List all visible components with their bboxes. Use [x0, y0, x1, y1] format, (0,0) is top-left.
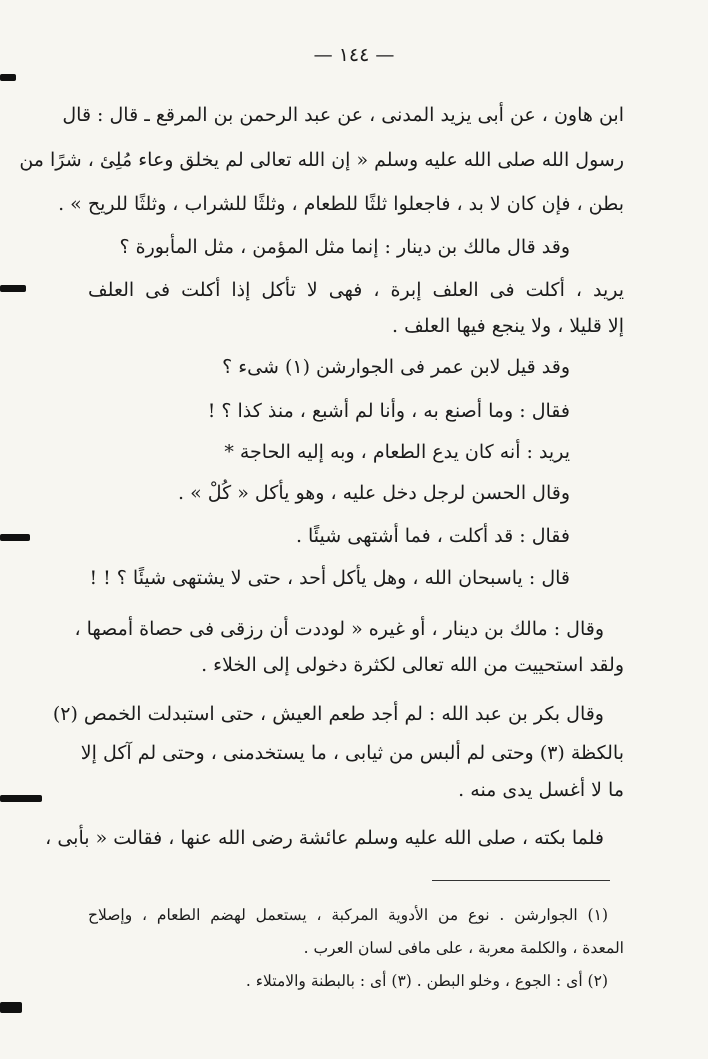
margin-scan-mark: [0, 74, 16, 81]
text-line: يريد ، أكلت فى العلف إبرة ، فهى لا تأكل إذا أكلت فى العلف: [88, 279, 624, 301]
text-line: ولقد استحييت من الله تعالى لكثرة دخولى إلى الخلاء .: [201, 654, 624, 676]
text-line: قال : ياسبحان الله ، وهل يأكل أحد ، حتى لا يشتهى شيئًا ؟ ! !: [89, 567, 570, 589]
footnote-divider: [432, 880, 610, 881]
margin-scan-mark: [0, 534, 30, 541]
footnote-line: (٢) أى : الجوع ، وخلو البطن . (٣) أى : بالبطنة والامتلاء .: [245, 972, 608, 990]
text-line: يريد : أنه كان يدع الطعام ، وبه إليه الحاجة *: [224, 441, 570, 463]
margin-scan-mark: [0, 795, 42, 802]
page-number: — ١٤٤ —: [313, 44, 395, 66]
text-line: وقال : مالك بن دينار ، أو غيره « لوددت أن رزقى فى حصاة أمصها ،: [74, 618, 604, 640]
text-line: وقد قيل لابن عمر فى الجوارشن (١) شىء ؟: [222, 356, 570, 378]
text-line: وقد قال مالك بن دينار : إنما مثل المؤمن ، مثل المأبورة ؟: [119, 236, 570, 258]
text-line: رسول الله صلى الله عليه وسلم « إن الله تعالى لم يخلق وعاء مُلِئ ، شرًا من: [19, 149, 624, 171]
text-line: وقال الحسن لرجل دخل عليه ، وهو يأكل « كُلْ » .: [178, 482, 570, 504]
text-line: بطن ، فإن كان لا بد ، فاجعلوا ثلثًا للطعام ، وثلثًا للشراب ، وثلثًا للريح » .: [58, 193, 624, 215]
footnote-line: المعدة ، والكلمة معربة ، على مافى لسان العرب .: [303, 939, 624, 957]
text-line: إلا قليلا ، ولا ينجع فيها العلف .: [392, 315, 624, 337]
text-line: بالكظة (٣) وحتى لم ألبس من ثيابى ، ما يستخدمنى ، وحتى لم آكل إلا: [80, 742, 624, 764]
margin-scan-mark: [0, 1002, 22, 1013]
text-line: وقال بكر بن عبد الله : لم أجد طعم العيش ، حتى استبدلت الخمص (٢): [52, 703, 604, 725]
text-line: فقال : قد أكلت ، فما أشتهى شيئًا .: [295, 525, 570, 547]
text-line: ما لا أغسل يدى منه .: [458, 779, 624, 801]
text-line: فلما بكته ، صلى الله عليه وسلم عائشة رضى الله عنها ، فقالت « بأبى ،: [45, 827, 604, 849]
margin-scan-mark: [0, 285, 26, 292]
footnote-line: (١) الجوارشن . نوع من الأدوية المركبة ، يستعمل لهضم الطعام ، وإصلاح: [88, 906, 608, 924]
text-line: فقال : وما أصنع به ، وأنا لم أشبع ، منذ كذا ؟ !: [207, 400, 570, 422]
text-line: ابن هاون ، عن أبى يزيد المدنى ، عن عبد الرحمن بن المرقع ـ قال : قال: [62, 104, 624, 126]
